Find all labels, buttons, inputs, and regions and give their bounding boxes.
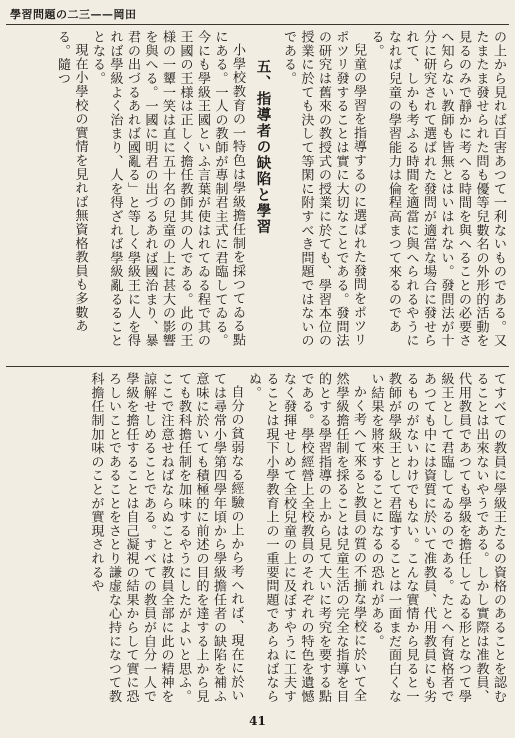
section-heading: 五、指導者の缺陷と學習 [254, 59, 272, 235]
running-head: 學習問題の二三——岡田 [10, 8, 137, 21]
top-text-block [7, 30, 507, 360]
paragraph: てすべての教員に學級王たるの資格のあることを認むることは出來ないやうである。しかし實際は准教員、代用教員であつても學級を擔任してゐる形となつて學級王として君臨してゐるのである。たとへ有資格者であつても中には資質に於いて准教員、代用教員にも劣るものがないわけでもない。こんな實情から見ると一教師が學級王として君臨することは一面まだ面白くない結果を將來することになるの恐れがある。 [368, 372, 506, 704]
bottom-text-block [7, 372, 507, 707]
section-divider [6, 366, 509, 367]
paragraph: かく考へて來ると教員の質の不揃な學校に於いて全然學級擔任制を採ることは兒童生活の完全な指導を目的とする學習指導の上から見て大いに考究を要する點である。學校經營上全校教員のそれぞれの特色を遺憾なく發揮せしめて全校兒童の上に及ぼすやうに工夫することは現下小學教育上の一重要問題であらねばならぬ。 [246, 372, 366, 704]
page-number: 41 [249, 714, 266, 728]
paragraph: 小學校教育の一特色は學級擔任制を採つてゐる點にある。一人の教師が專制君主式に君臨してゐる。今にも學級王國といふ言葉が使はれてゐる程で其の王國の王様は正しく擔任教師其の人である。此の王様の一顰一笑は直に五十名の兒童の上に甚大の影響を與へる。一國に明君の出づるあれば國治まり、暴君の出づるあれば國亂る」と等しく學級王に人を得れば學級よく治まり、人を得ざれば學級亂るることとなる。 [90, 30, 245, 348]
paragraph: の上から見れば百害あつて一利ないものである。又たまたま發せられた問も優等兒數名の外形的活動を見るのみで靜かに考へる時間を與へることの必要さへ知らない教師も皆無とはいはれない。發問法が十分に研究されて選ばれた發問が適當な場合に發せられて、しかも考ふる時間を適當に與へられるやうになれば兒童の學習能力は倫程高まつて來るのである。 [368, 30, 506, 348]
paragraph: 兒童の學習を指導するのに選ばれた發問をポツリポツリ發することは實に大切なことである。發問法の研究は舊來の教授式の授業に於ても、學習本位の授業に於ても決して等閑に附すべき問題ではないのである。 [281, 30, 366, 348]
header-rule [6, 24, 509, 25]
paragraph: 現在小學校の實情を見れば無資格教員も多數ある。隨つ [55, 30, 88, 333]
paragraph: 自分の貧弱なる經驗の上から考へれば、現在に於いては尋常小學第四學年頃から學級擔任者の缺陷を補ふ意味に於いても積極的に前述の目的を達する上から見ても教科擔任制を加味するやうにしたがよいと思ふ。ここで注意せねばならぬことは教員全部に此の精神を諒解せしめることである。すべての教員が自分一人で學級を擔任することは自己凝視の結果からして實に恐ろしいことであることをさとり謙虚な心持になつて教科擔任制加味のことが實現されるや [88, 372, 244, 704]
